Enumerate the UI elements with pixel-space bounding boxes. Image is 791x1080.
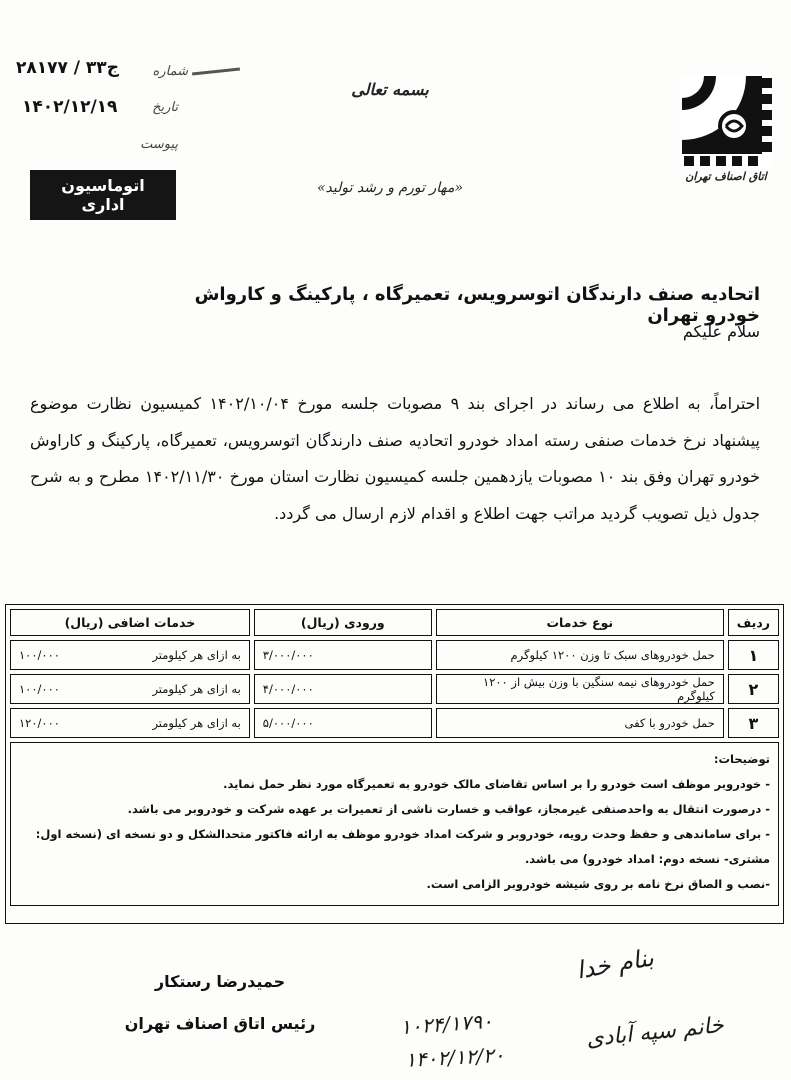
notes-title: توضیحات: [713,752,770,766]
header-service-type: نوع خدمات [436,609,724,636]
rates-table-frame [5,604,784,924]
header-extra-service: خدمات اضافی (ریال) [10,609,250,636]
row-extra [10,640,250,670]
letter-date-value: ۱۴۰۲/۱۲/۱۹ [22,97,118,117]
letter-header [0,0,791,220]
row-service: حمل خودروهای نیمه سنگین با وزن بیش از ۱۲۰۰ کیلوگرم [436,674,724,704]
row-extra [10,708,250,738]
header-row-no: ردیف [728,609,779,636]
row-service: حمل خودروهای سبک تا وزن ۱۲۰۰ کیلوگرم [436,640,724,670]
handwritten-note-line3: خانم سپه آبادی [585,1012,725,1053]
row-service: حمل خودرو با کفی [436,708,724,738]
handwritten-note-line2: ۱۰۲۴/۱۷۹۰ [399,1008,494,1040]
letter-date-label: تاریخ [152,100,178,115]
header-entry-fee: ورودی (ریال) [254,609,432,636]
handwritten-note-line1: بنام خدا [574,943,656,985]
note-item: - درصورت انتقال به واحدصنفی غیرمجاز، عواقب و خسارت ناشی از تعمیرات بر عهده شرکت و خودروبر می باشد. [127,802,770,816]
year-slogan: «مهار تورم و رشد تولید» [316,180,464,196]
logo-text: اتاق اصناف تهران [685,170,767,183]
row-extra-value: ۱۰۰/۰۰۰ [19,682,60,696]
row-number: ۱ [728,640,779,670]
note-item: -نصب و الصاق نرخ نامه بر روی شیشه خودروبر الزامی است. [426,877,770,891]
letter-attachment-label: پیوست [140,137,178,152]
handwritten-note-line4: ۱۴۰۲/۱۲/۲۰ [404,1042,506,1072]
rates-table [6,605,783,742]
notes-box [10,742,779,906]
greeting: سلام علیکم [682,322,760,341]
table-row [10,674,779,704]
automation-stamp: اتوماسیون اداری [30,170,176,220]
row-extra-value: ۱۲۰/۰۰۰ [19,716,60,730]
table-header-row [10,609,779,636]
table-row [10,708,779,738]
basmala: بسمه تعالی [351,80,429,99]
recipient-line: اتحادیه صنف دارندگان اتوسرویس، تعمیرگاه ، پارکینگ و کارواش خودرو تهران [194,284,760,326]
letter-body: احتراماً، به اطلاع می رساند در اجرای بند ۹ مصوبات جلسه مورخ ۱۴۰۲/۱۰/۰۴ کمیسیون نظارت موضوع پیشنهاد نرخ خدمات صنفی رسته امداد خودرو اتحادیه صنف دارندگان اتوسرویس، تعمیرگاه، پارکینگ و کاراوش خودرو تهران وفق بند ۱۰ مصوبات یازدهمین جلسه کمیسیون نظارت استان مورخ ۱۴۰۲/۱۱/۳۰ مطرح و به شرح جدول ذیل تصویب گردید مراتب جهت اطلاع و اقدام لازم ارسال می گردد. [30,394,761,523]
row-entry-fee: ۳/۰۰۰/۰۰۰ [254,640,432,670]
note-item: - برای ساماندهی و حفظ وحدت رویه، خودروبر و شرکت امداد خودرو موظف به ارائه فاکتور متحدالشکل و دو نسخه ای (نسخه اول: مشتری- نسخه دوم: امداد خودرو) می باشد. [35,827,770,866]
row-extra-label: به ازای هر کیلومتر [152,716,241,730]
letter-number-value: ۲۸۱۷۷ / ۳۳ج [16,58,119,78]
row-extra [10,674,250,704]
row-number: ۲ [728,674,779,704]
signatory-name: حمیدرضا رستکار [154,972,286,991]
table-row [10,640,779,670]
signatory-title: رئیس اتاق اصناف تهران [124,1014,316,1033]
row-entry-fee: ۴/۰۰۰/۰۰۰ [254,674,432,704]
letter-number-label: شماره [152,64,188,79]
note-item: - خودروبر موظف است خودرو را بر اساس تقاضای مالک خودرو به تعمیرگاه مورد نظر حمل نماید. [223,777,770,791]
tehran-guilds-logo [676,70,776,196]
row-entry-fee: ۵/۰۰۰/۰۰۰ [254,708,432,738]
row-extra-value: ۱۰۰/۰۰۰ [19,648,60,662]
row-number: ۳ [728,708,779,738]
row-extra-label: به ازای هر کیلومتر [152,682,241,696]
handwritten-strike [192,67,240,75]
row-extra-label: به ازای هر کیلومتر [152,648,241,662]
